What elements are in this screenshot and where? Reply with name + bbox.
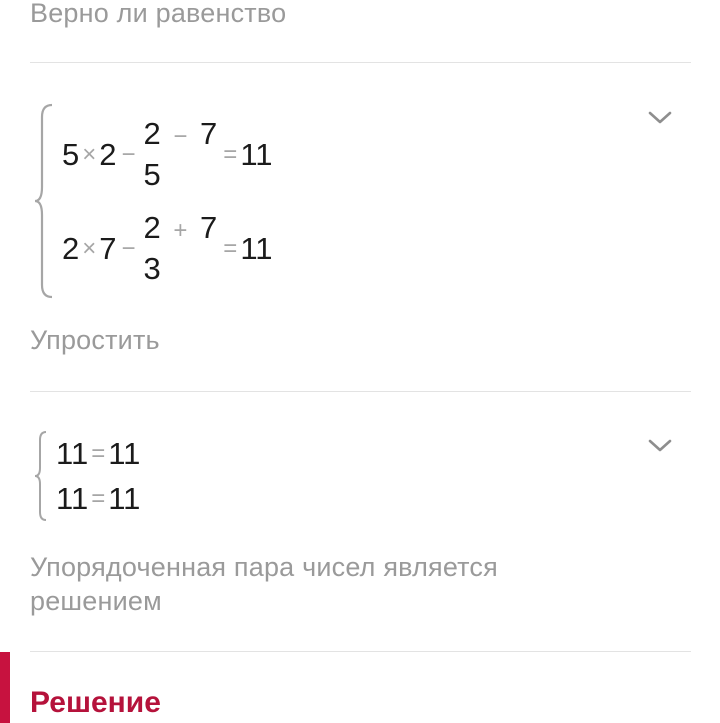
left-brace-icon — [34, 103, 56, 299]
divider — [30, 62, 691, 63]
fraction — [144, 209, 218, 288]
result: 11 — [240, 230, 273, 266]
equals-sign: = — [223, 140, 238, 168]
minus-sign: − — [173, 123, 188, 150]
conclusion-line: Упорядоченная пара чисел является — [30, 552, 498, 582]
fraction — [144, 115, 218, 194]
equation-row-1 — [56, 436, 140, 472]
operand: 7 — [200, 210, 218, 245]
result: 11 — [240, 136, 273, 172]
chevron-down-icon[interactable] — [645, 108, 675, 128]
minus-sign: − — [121, 140, 136, 168]
divider — [30, 391, 691, 392]
accent-bar — [0, 652, 10, 723]
fraction-denominator: 3 — [143, 251, 161, 286]
operand: 2 — [143, 116, 161, 151]
right-value: 11 — [108, 436, 141, 471]
equals-sign: = — [91, 485, 106, 512]
operand: 2 — [62, 230, 80, 266]
conclusion-text — [30, 550, 498, 618]
equation-row-1 — [62, 115, 273, 194]
fraction-numerator — [144, 116, 218, 151]
chevron-down-icon[interactable] — [645, 436, 675, 456]
operand: 2 — [99, 136, 117, 172]
conclusion-line: решением — [30, 586, 162, 616]
times-sign: × — [82, 140, 97, 168]
operand: 5 — [62, 136, 80, 172]
left-value: 11 — [56, 481, 89, 516]
left-value: 11 — [56, 436, 89, 471]
right-value: 11 — [108, 481, 141, 516]
equals-sign: = — [223, 234, 238, 262]
solution-heading[interactable]: Решение — [30, 686, 161, 719]
operand: 7 — [99, 230, 117, 266]
divider — [30, 651, 691, 652]
equation-row-2 — [62, 209, 273, 288]
equals-sign: = — [91, 440, 106, 467]
times-sign: × — [82, 234, 97, 262]
fraction-numerator — [144, 210, 218, 245]
plus-sign: + — [173, 217, 188, 244]
step-label: Упростить — [30, 325, 160, 355]
minus-sign: − — [121, 234, 136, 262]
page-title: Верно ли равенство — [30, 0, 287, 28]
equation-row-2 — [56, 481, 140, 517]
operand: 2 — [143, 210, 161, 245]
left-brace-icon — [34, 430, 48, 522]
operand: 7 — [200, 116, 218, 151]
fraction-denominator: 5 — [143, 157, 161, 192]
